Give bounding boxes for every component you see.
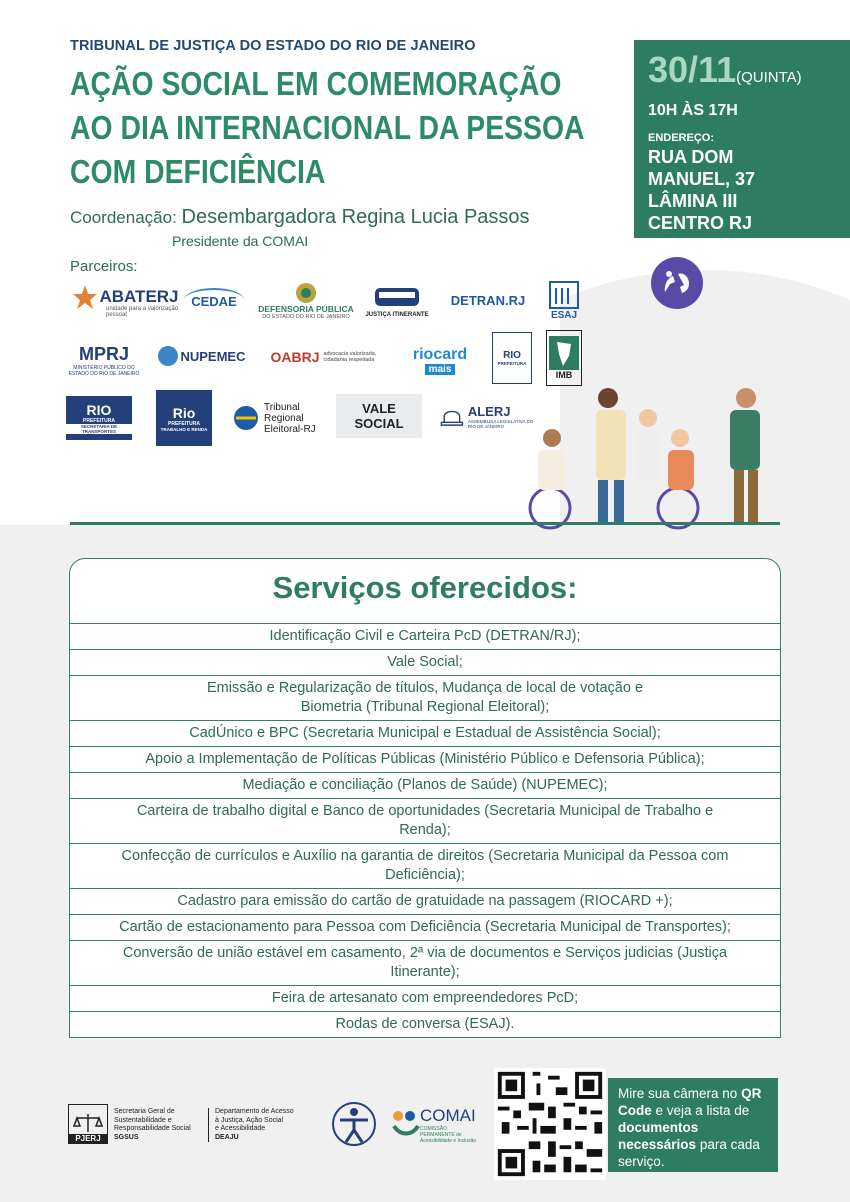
deaju-line-4: DEAJU [215,1133,239,1141]
service-item: Carteira de trabalho digital e Banco de oportunidades (Secretaria Municipal de Trabalho e Renda); [70,798,780,843]
defensoria-logo [256,276,356,326]
sgsus-line-1: Secretaria Geral de [114,1108,175,1115]
address-label: ENDEREÇO: [648,132,715,144]
deaju-line-1: Departamento de Acesso [215,1108,294,1115]
riocard-name: riocard [412,345,468,363]
deaju-line-2: à Justiça, Ação Social [215,1116,284,1124]
nupemec-logo [156,338,246,374]
service-item: Conversão de união estável em casamento, 2ª via de documentos e Serviços judicias (Justiça Itinerante); [70,940,780,985]
esaj-logo [546,274,582,324]
header [70,38,710,194]
rio-prefeitura-logo [492,332,532,384]
coordinator-role: Presidente da COMAI [172,233,309,249]
defensoria-sub: DO ESTADO DO RIO DE JANEIRO [262,314,350,320]
detran-logo: DETRAN.RJ [450,292,526,308]
services-panel [69,558,781,1038]
qr-bold-1: QR Code [618,1086,762,1118]
rio-trabalho-footer: TRABALHO E RENDA [160,426,208,432]
esaj-name: ESAJ [550,309,578,321]
address [648,146,836,234]
service-item: Vale Social; [70,649,780,675]
sgsus-text [114,1108,214,1142]
riocard-logo [400,342,480,378]
alerj-name: ALERJ [467,403,511,419]
qr-bold-2: documentos necessários [618,1120,699,1152]
event-date-value: 30/11 [648,49,737,90]
abaterj-star-icon [71,283,99,311]
imb-logo [546,330,582,386]
services-title: Serviços oferecidos: [272,570,578,605]
service-item: Mediação e conciliação (Planos de Saúde) (NUPEMEC); [70,772,780,798]
defensoria-emblem-icon [295,282,317,304]
service-item: Emissão e Regularização de títulos, Mudança de local de votação e Biometria (Tribunal Regional Eleitoral); [70,675,780,720]
comai-icon [390,1108,420,1138]
rio-transportes-name: RIO [86,402,112,418]
service-item: CadÚnico e BPC (Secretaria Municipal e Estadual de Assistência Social); [70,720,780,746]
address-line-3: LÂMINA III [648,191,738,211]
rio-prefeitura-name: RIO [503,350,521,361]
imb-map-icon [549,336,579,370]
abaterj-logo [70,280,180,318]
imb-name: IMB [555,370,573,380]
service-item: Feira de artesanato com empreendedores PcD; [70,985,780,1011]
esaj-building-icon [548,278,580,310]
service-item: Identificação Civil e Carteira PcD (DETRAN/RJ); [70,623,780,649]
rio-transportes-footer: SECRETARIA DE TRANSPORTES [66,424,132,434]
oabrj-logo [260,346,390,368]
scales-icon [73,1112,103,1134]
deaju-line-3: e Acessibilidade [215,1125,266,1132]
nupemec-icon [156,344,180,368]
pjerj-logo [68,1104,108,1144]
accessibility-person-icon [330,1100,378,1148]
page-title [70,62,620,194]
oabrj-name: OABRJ [270,349,320,365]
address-line-4: CENTRO RJ [648,213,753,233]
comai-sub: COMISSÃO PERMANENTE de Acessibilidade e Inclusão [420,1126,477,1144]
qr-instructions [608,1078,778,1172]
rio-transportes-sub: PREFEITURA [83,418,115,424]
service-item: Cartão de estacionamento para Pessoa com Deficiência (Secretaria Municipal de Transportes); [70,914,780,940]
section-divider [70,522,780,525]
rio-trabalho-sub: PREFEITURA [168,420,200,427]
service-item: Apoio a Implementação de Políticas Públicas (Ministério Público e Defensoria Pública); [70,746,780,772]
defensoria-name: DEFENSORIA PÚBLICA [258,304,354,314]
sgsus-line-4: SGSUS [114,1133,139,1141]
title-line-3: COM DEFICIÊNCIA [70,153,326,190]
event-weekday: (QUINTA) [736,69,802,86]
justica-itinerante-logo [364,278,430,322]
qr-text-1: Mire sua câmera no [618,1086,742,1101]
organization-name: TRIBUNAL DE JUSTIÇA DO ESTADO DO RIO DE JANEIRO [70,38,476,54]
abaterj-name: ABATERJ [99,287,179,306]
mprj-sub: MINISTÉRIO PÚBLICO DO ESTADO DO RIO DE JANEIRO [68,364,140,377]
address-line-2: MANUEL, 37 [648,169,756,189]
tre-logo [230,398,330,438]
comai-logo [390,1106,490,1146]
address-line-1: RUA DOM [648,147,734,167]
service-item: Confecção de currículos e Auxílio na garantia de direitos (Secretaria Municipal da Pessoa com Deficiência); [70,843,780,888]
partners-label: Parceiros: [70,258,138,275]
riocard-sub: mais [425,364,456,375]
tre-name: Tribunal Regional Eleitoral-RJ [264,401,316,435]
service-item: Rodas de conversa (ESAJ). [70,1011,780,1037]
bus-icon [371,282,423,312]
rio-prefeitura-sub: PREFEITURA [497,361,527,366]
qr-text-3: para cada serviço. [618,1137,760,1169]
qr-text-2: e veja a lista de [651,1103,750,1118]
title-line-1: AÇÃO SOCIAL EM COMEMORAÇÃO [70,65,562,102]
accessibility-hands-icon [651,257,703,309]
alerj-sub: ASSEMBLEIA LEGISLATIVA DO RIO DE JANEIRO [467,418,534,429]
mprj-name: MPRJ [78,343,129,364]
people-illustration [510,380,790,530]
service-item: Cadastro para emissão do cartão de gratuidade na passagem (RIOCARD +); [70,888,780,914]
coordination-label: Coordenação: [70,208,177,227]
alerj-dome-icon [440,401,464,431]
coordinator-name: Desembargadora Regina Lucia Passos [181,206,530,228]
comai-name: COMAI [420,1106,476,1125]
justica-itinerante-name: JUSTIÇA ITINERANTE [365,312,429,318]
tre-globe-icon [232,404,260,432]
title-line-2: AO DIA INTERNACIONAL DA PESSOA [70,109,585,146]
rio-trabalho-logo [156,390,212,446]
oabrj-tagline: advocacia valorizada, cidadania respeitada [323,351,377,363]
event-date [648,50,836,98]
nupemec-name: NUPEMEC [180,348,246,364]
event-info-box [634,40,850,238]
sgsus-line-3: Responsabilidade Social [114,1125,191,1132]
mprj-logo [66,342,142,378]
cedae-logo: CEDAE [184,288,244,312]
pjerj-label: PJERJ [69,1134,107,1143]
rio-transportes-logo [66,396,132,440]
abaterj-tagline: unidade para a valorização pessoal [106,306,179,318]
qr-code[interactable] [494,1068,606,1180]
vale-social-logo: VALE SOCIAL [336,394,422,438]
rio-trabalho-name: Rio [172,404,196,421]
event-hours: 10H ÀS 17H [648,102,738,119]
sgsus-line-2: Sustentabilidade e [114,1116,172,1124]
deaju-text [208,1108,318,1142]
coordination [70,206,530,229]
